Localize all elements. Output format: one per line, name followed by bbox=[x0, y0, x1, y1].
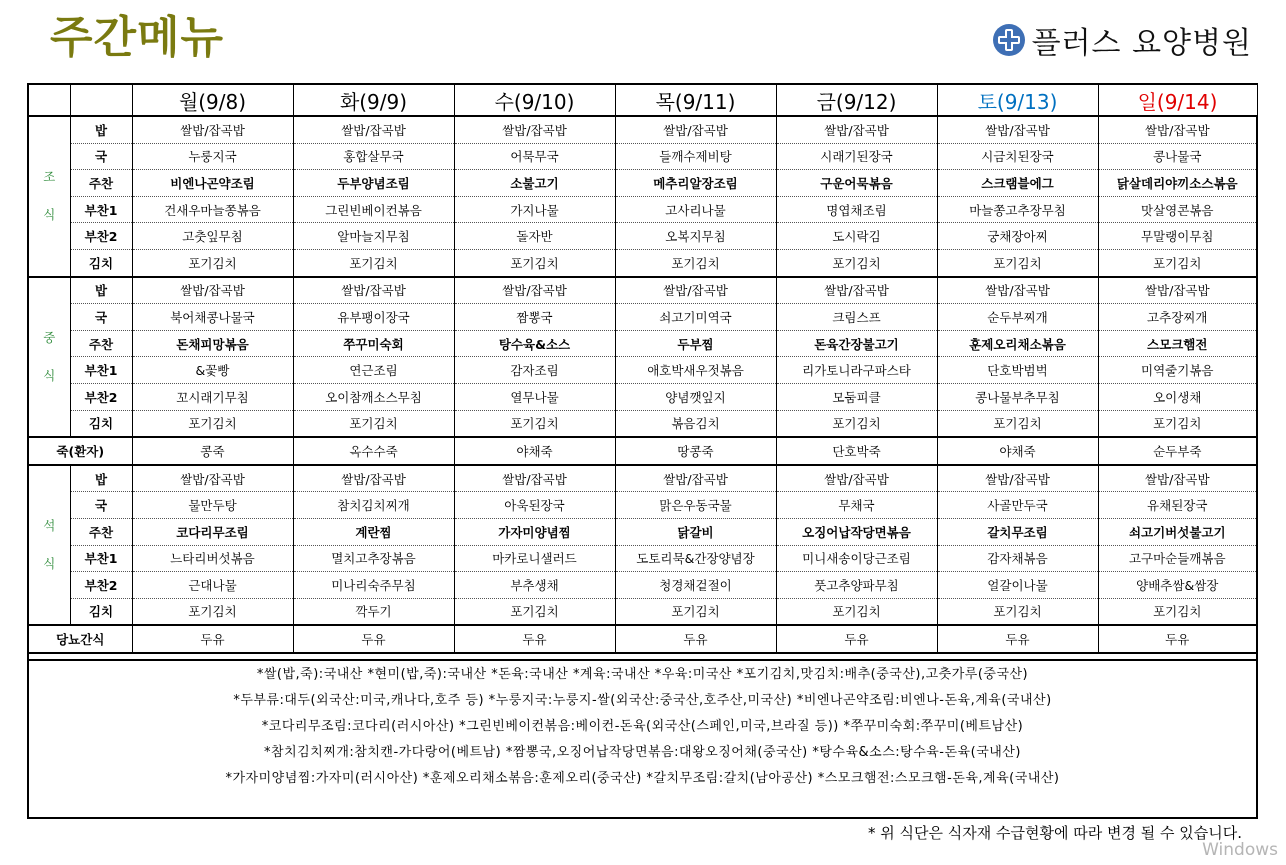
menu-item: 고춧잎무침 bbox=[132, 223, 293, 250]
menu-item: 포기김치 bbox=[776, 249, 937, 276]
day-header: 목(9/11) bbox=[615, 84, 776, 116]
menu-item: 들깨수제비탕 bbox=[615, 143, 776, 170]
meal-label-char: 식 bbox=[43, 556, 56, 571]
menu-item: 갈치무조림 bbox=[937, 518, 1098, 545]
menu-item: 쌀밥/잡곡밥 bbox=[293, 465, 454, 492]
menu-item: 오이참깨소스무침 bbox=[293, 383, 454, 410]
day-header: 화(9/9) bbox=[293, 84, 454, 116]
category-label: 밥 bbox=[70, 116, 132, 143]
menu-item: 스크램블에그 bbox=[937, 170, 1098, 197]
menu-item: 두유 bbox=[937, 625, 1098, 653]
menu-item: 깍두기 bbox=[293, 598, 454, 625]
category-label: 국 bbox=[70, 492, 132, 519]
menu-row bbox=[28, 598, 1257, 625]
plus-cross-icon bbox=[992, 23, 1026, 57]
menu-item: 쌀밥/잡곡밥 bbox=[454, 465, 615, 492]
menu-item: 포기김치 bbox=[454, 249, 615, 276]
menu-item: 양배추쌈&쌈장 bbox=[1098, 572, 1257, 599]
menu-item: 콩나물국 bbox=[1098, 143, 1257, 170]
menu-item: 도시락김 bbox=[776, 223, 937, 250]
origin-note-line: *쌀(밥,죽):국내산 *현미(밥,죽):국내산 *돈육:국내산 *계육:국내산 *우육:미국산 *포기김치,맛김치:배추(중국산),고춧가루(중국산) bbox=[256, 667, 1029, 682]
menu-item: 누룽지국 bbox=[132, 143, 293, 170]
menu-item: 건새우마늘쫑볶음 bbox=[132, 196, 293, 223]
category-label: 부찬2 bbox=[70, 572, 132, 599]
snack-label: 당뇨간식 bbox=[28, 625, 132, 653]
menu-item: 구운어묵볶음 bbox=[776, 170, 937, 197]
category-label: 부찬2 bbox=[70, 383, 132, 410]
menu-item: 쌀밥/잡곡밥 bbox=[937, 277, 1098, 304]
menu-item: 무채국 bbox=[776, 492, 937, 519]
menu-item: 두유 bbox=[1098, 625, 1257, 653]
header-blank bbox=[70, 84, 132, 116]
menu-item: 콩죽 bbox=[132, 437, 293, 465]
menu-item: 비엔나곤약조림 bbox=[132, 170, 293, 197]
category-label: 주찬 bbox=[70, 518, 132, 545]
menu-item: 닭살데리야끼소스볶음 bbox=[1098, 170, 1257, 197]
menu-item: 포기김치 bbox=[132, 410, 293, 437]
menu-item: 닭갈비 bbox=[615, 518, 776, 545]
menu-item: 탕수육&소스 bbox=[454, 330, 615, 357]
porridge-row bbox=[28, 437, 1257, 465]
menu-item: 두유 bbox=[776, 625, 937, 653]
menu-item: 맑은우동국물 bbox=[615, 492, 776, 519]
menu-item: 감자채볶음 bbox=[937, 545, 1098, 572]
menu-item: 시금치된장국 bbox=[937, 143, 1098, 170]
menu-item: 어묵무국 bbox=[454, 143, 615, 170]
menu-item: 땅콩죽 bbox=[615, 437, 776, 465]
menu-item: 쌀밥/잡곡밥 bbox=[132, 465, 293, 492]
category-label: 김치 bbox=[70, 598, 132, 625]
origin-notes bbox=[27, 660, 1258, 819]
menu-item: 순두부죽 bbox=[1098, 437, 1257, 465]
menu-item: 근대나물 bbox=[132, 572, 293, 599]
menu-item: 멸치고추장볶음 bbox=[293, 545, 454, 572]
menu-row bbox=[28, 383, 1257, 410]
menu-item: 훈제오리채소볶음 bbox=[937, 330, 1098, 357]
menu-row bbox=[28, 357, 1257, 384]
menu-item: 북어채콩나물국 bbox=[132, 304, 293, 331]
menu-item: 궁채장아찌 bbox=[937, 223, 1098, 250]
menu-item: 포기김치 bbox=[454, 598, 615, 625]
menu-item: 포기김치 bbox=[454, 410, 615, 437]
meal-label-char: 조 bbox=[43, 169, 56, 185]
menu-item: 포기김치 bbox=[132, 249, 293, 276]
menu-item: 크림스프 bbox=[776, 304, 937, 331]
menu-item: 쌀밥/잡곡밥 bbox=[615, 465, 776, 492]
menu-item: 명엽채조림 bbox=[776, 196, 937, 223]
category-label: 김치 bbox=[70, 249, 132, 276]
menu-item: 쌀밥/잡곡밥 bbox=[454, 116, 615, 143]
page-title: 주간메뉴 bbox=[50, 12, 225, 63]
menu-item: 리가토니라구파스타 bbox=[776, 357, 937, 384]
day-header: 일(9/14) bbox=[1098, 84, 1257, 116]
menu-item: 계란찜 bbox=[293, 518, 454, 545]
day-header: 금(9/12) bbox=[776, 84, 937, 116]
menu-item: 야채죽 bbox=[937, 437, 1098, 465]
menu-item: 마늘쫑고추장무침 bbox=[937, 196, 1098, 223]
menu-item: 미니새송이당근조림 bbox=[776, 545, 937, 572]
menu-item: 무말랭이무침 bbox=[1098, 223, 1257, 250]
menu-item: 쌀밥/잡곡밥 bbox=[1098, 116, 1257, 143]
origin-note-line: *두부류:대두(외국산:미국,캐나다,호주 등) *누룽지국:누룽지-쌀(외국산:중국산,호주산,미국산) *비엔나곤약조림:비엔나-돈육,계육(국내산) bbox=[233, 693, 1052, 708]
menu-item: 단호박죽 bbox=[776, 437, 937, 465]
menu-row bbox=[28, 277, 1257, 304]
menu-item: 소불고기 bbox=[454, 170, 615, 197]
menu-row bbox=[28, 410, 1257, 437]
menu-row bbox=[28, 143, 1257, 170]
menu-item: 포기김치 bbox=[1098, 249, 1257, 276]
menu-item: 청경채겉절이 bbox=[615, 572, 776, 599]
notes-spacer bbox=[27, 637, 1258, 660]
header-blank bbox=[28, 84, 70, 116]
menu-item: 두유 bbox=[293, 625, 454, 653]
origin-note-line: *가자미양념찜:가자미(러시아산) *훈제오리채소볶음:훈제오리(중국산) *갈치무조림:갈치(남아공산) *스모크햄전:스모크햄-돈육,계육(국내산) bbox=[225, 771, 1060, 786]
menu-item: 옥수수죽 bbox=[293, 437, 454, 465]
menu-item: 오징어납작당면볶음 bbox=[776, 518, 937, 545]
category-label: 주찬 bbox=[70, 170, 132, 197]
menu-item: 미나리숙주무침 bbox=[293, 572, 454, 599]
menu-item: 부추생채 bbox=[454, 572, 615, 599]
menu-item: 오이생채 bbox=[1098, 383, 1257, 410]
menu-item: 포기김치 bbox=[776, 410, 937, 437]
menu-item: 가자미양념찜 bbox=[454, 518, 615, 545]
day-header: 토(9/13) bbox=[937, 84, 1098, 116]
menu-item: 포기김치 bbox=[1098, 410, 1257, 437]
menu-item: 양념깻잎지 bbox=[615, 383, 776, 410]
menu-item: 아욱된장국 bbox=[454, 492, 615, 519]
menu-item: 유부팽이장국 bbox=[293, 304, 454, 331]
menu-row bbox=[28, 572, 1257, 599]
menu-item: 포기김치 bbox=[293, 249, 454, 276]
menu-item: 꼬시래기무침 bbox=[132, 383, 293, 410]
menu-item: 볶음김치 bbox=[615, 410, 776, 437]
menu-item: 쌀밥/잡곡밥 bbox=[937, 465, 1098, 492]
menu-row bbox=[28, 249, 1257, 276]
menu-row bbox=[28, 465, 1257, 492]
menu-item: 포기김치 bbox=[1098, 598, 1257, 625]
menu-item: 모둠피클 bbox=[776, 383, 937, 410]
menu-item: 참치김치찌개 bbox=[293, 492, 454, 519]
menu-item: 쇠고기미역국 bbox=[615, 304, 776, 331]
menu-item: 두부양념조림 bbox=[293, 170, 454, 197]
menu-item: 느타리버섯볶음 bbox=[132, 545, 293, 572]
menu-row bbox=[28, 518, 1257, 545]
hospital-logo bbox=[992, 20, 1252, 60]
menu-item: 포기김치 bbox=[615, 598, 776, 625]
meal-label-char: 중 bbox=[43, 329, 56, 345]
meal-label bbox=[28, 277, 70, 438]
category-label: 부찬1 bbox=[70, 545, 132, 572]
meal-label bbox=[28, 116, 70, 277]
menu-row bbox=[28, 545, 1257, 572]
menu-item: 쇠고기버섯불고기 bbox=[1098, 518, 1257, 545]
menu-item: 쭈꾸미숙회 bbox=[293, 330, 454, 357]
menu-item: 쌀밥/잡곡밥 bbox=[615, 277, 776, 304]
menu-item: 메추리알장조림 bbox=[615, 170, 776, 197]
menu-item: 포기김치 bbox=[937, 249, 1098, 276]
menu-row bbox=[28, 330, 1257, 357]
menu-item: 얼갈이나물 bbox=[937, 572, 1098, 599]
menu-item: 돌자반 bbox=[454, 223, 615, 250]
menu-row bbox=[28, 223, 1257, 250]
menu-item: 두유 bbox=[615, 625, 776, 653]
menu-item: 연근조림 bbox=[293, 357, 454, 384]
menu-item: 야채죽 bbox=[454, 437, 615, 465]
menu-item: 시래기된장국 bbox=[776, 143, 937, 170]
footer-notice: * 위 식단은 식자재 수급현황에 따라 변경 될 수 있습니다. bbox=[868, 824, 1242, 842]
hospital-name: 플러스 요양병원 bbox=[1031, 26, 1252, 61]
menu-item: 쌀밥/잡곡밥 bbox=[937, 116, 1098, 143]
windows-watermark: Windows bbox=[1202, 840, 1278, 860]
menu-item: 돈육간장불고기 bbox=[776, 330, 937, 357]
menu-item: 홍합살무국 bbox=[293, 143, 454, 170]
menu-item: 고구마순들깨볶음 bbox=[1098, 545, 1257, 572]
menu-item: 쌀밥/잡곡밥 bbox=[293, 116, 454, 143]
menu-item: 두유 bbox=[454, 625, 615, 653]
meal-label-char: 식 bbox=[43, 207, 56, 223]
category-label: 밥 bbox=[70, 465, 132, 492]
menu-row bbox=[28, 304, 1257, 331]
menu-item: 콩나물부추무침 bbox=[937, 383, 1098, 410]
meal-label-char: 석 bbox=[43, 518, 56, 533]
menu-item: 쌀밥/잡곡밥 bbox=[776, 465, 937, 492]
menu-item: 물만두탕 bbox=[132, 492, 293, 519]
menu-item: 쌀밥/잡곡밥 bbox=[1098, 465, 1257, 492]
menu-row bbox=[28, 116, 1257, 143]
menu-item: 코다리무조림 bbox=[132, 518, 293, 545]
menu-item: 순두부찌개 bbox=[937, 304, 1098, 331]
day-header-row bbox=[28, 84, 1257, 116]
menu-item: 단호박범벅 bbox=[937, 357, 1098, 384]
menu-item: 포기김치 bbox=[937, 598, 1098, 625]
menu-item: 사골만두국 bbox=[937, 492, 1098, 519]
menu-item: 그린빈베이컨볶음 bbox=[293, 196, 454, 223]
menu-item: 도토리묵&간장양념장 bbox=[615, 545, 776, 572]
category-label: 부찬2 bbox=[70, 223, 132, 250]
origin-note-line: *참치김치찌개:참치캔-가다랑어(베트남) *짬뽕국,오징어납작당면볶음:대왕오징어채(중국산) *탕수육&소스:탕수육-돈육(국내산) bbox=[264, 745, 1021, 760]
menu-item: 포기김치 bbox=[132, 598, 293, 625]
menu-item: 오복지무침 bbox=[615, 223, 776, 250]
menu-item: 미역줄기볶음 bbox=[1098, 357, 1257, 384]
meal-label bbox=[28, 465, 70, 626]
category-label: 밥 bbox=[70, 277, 132, 304]
menu-item: 마카로니샐러드 bbox=[454, 545, 615, 572]
menu-item: 쌀밥/잡곡밥 bbox=[776, 277, 937, 304]
menu-item: 맛살영콘볶음 bbox=[1098, 196, 1257, 223]
menu-item: 포기김치 bbox=[615, 249, 776, 276]
menu-item: 고사리나물 bbox=[615, 196, 776, 223]
weekly-menu-table bbox=[27, 83, 1258, 654]
menu-item: 포기김치 bbox=[293, 410, 454, 437]
menu-item: 쌀밥/잡곡밥 bbox=[1098, 277, 1257, 304]
menu-item: 가지나물 bbox=[454, 196, 615, 223]
category-label: 주찬 bbox=[70, 330, 132, 357]
menu-item: 유채된장국 bbox=[1098, 492, 1257, 519]
category-label: 부찬1 bbox=[70, 196, 132, 223]
menu-item: 스모크햄전 bbox=[1098, 330, 1257, 357]
menu-item: 돈채피망볶음 bbox=[132, 330, 293, 357]
menu-item: 포기김치 bbox=[937, 410, 1098, 437]
menu-item: 쌀밥/잡곡밥 bbox=[132, 116, 293, 143]
menu-item: 쌀밥/잡곡밥 bbox=[776, 116, 937, 143]
menu-row bbox=[28, 492, 1257, 519]
menu-row bbox=[28, 196, 1257, 223]
menu-item: 두부찜 bbox=[615, 330, 776, 357]
menu-item: 감자조림 bbox=[454, 357, 615, 384]
category-label: 국 bbox=[70, 143, 132, 170]
menu-item: 쌀밥/잡곡밥 bbox=[615, 116, 776, 143]
menu-item: 두유 bbox=[132, 625, 293, 653]
menu-item: 쌀밥/잡곡밥 bbox=[293, 277, 454, 304]
porridge-label: 죽(환자) bbox=[28, 437, 132, 465]
category-label: 국 bbox=[70, 304, 132, 331]
menu-item: 알마늘지무침 bbox=[293, 223, 454, 250]
category-label: 김치 bbox=[70, 410, 132, 437]
category-label: 부찬1 bbox=[70, 357, 132, 384]
day-header: 수(9/10) bbox=[454, 84, 615, 116]
menu-item: 풋고추양파무침 bbox=[776, 572, 937, 599]
menu-item: 쌀밥/잡곡밥 bbox=[454, 277, 615, 304]
menu-item: 짬뽕국 bbox=[454, 304, 615, 331]
menu-row bbox=[28, 170, 1257, 197]
day-header: 월(9/8) bbox=[132, 84, 293, 116]
menu-item: 열무나물 bbox=[454, 383, 615, 410]
menu-item: &꽃빵 bbox=[132, 357, 293, 384]
menu-item: 고추장찌개 bbox=[1098, 304, 1257, 331]
menu-item: 포기김치 bbox=[776, 598, 937, 625]
origin-note-line: *코다리무조림:코다리(러시아산) *그린빈베이컨볶음:베이컨-돈육(외국산(스페인,미국,브라질 등)) *쭈꾸미숙회:쭈꾸미(베트남산) bbox=[261, 719, 1024, 734]
meal-label-char: 식 bbox=[43, 367, 56, 383]
menu-item: 애호박새우젓볶음 bbox=[615, 357, 776, 384]
menu-item: 쌀밥/잡곡밥 bbox=[132, 277, 293, 304]
